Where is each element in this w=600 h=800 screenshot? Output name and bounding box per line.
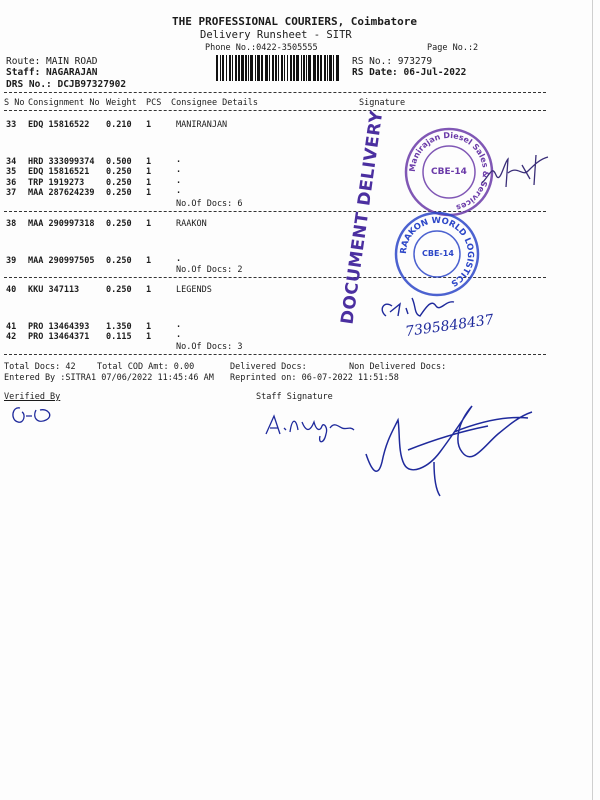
group-doc-count: No.Of Docs: 2 (176, 265, 243, 275)
row-consignee: . (176, 186, 182, 196)
row-pcs: 1 (146, 256, 152, 266)
row-pcs: 1 (146, 285, 152, 295)
handwritten-phone-note: 7395848437 (404, 311, 495, 341)
page-number: Page No.:2 (427, 43, 479, 53)
barcode-bar (232, 55, 233, 81)
route-label: Route: MAIN ROAD (6, 56, 98, 67)
barcode-bar (301, 55, 302, 81)
row-weight: 0.250 (106, 188, 132, 198)
table-rule-bottom (4, 354, 546, 355)
row-consignee: . (176, 155, 182, 165)
diesel-stamp-code: CBE-14 (431, 167, 467, 177)
barcode-bar (245, 55, 247, 81)
barcode-bar (278, 55, 279, 81)
row-weight: 0.210 (106, 120, 132, 130)
barcode-bar (329, 55, 332, 81)
barcode-bar (269, 55, 270, 81)
group-doc-count: No.Of Docs: 3 (176, 342, 243, 352)
row-pcs: 1 (146, 120, 152, 130)
entered-by: Entered By :SITRA1 07/06/2022 11:45:46 AM (4, 373, 214, 383)
row-pcs: 1 (146, 188, 152, 198)
row-pcs: 1 (146, 178, 152, 188)
row-sno: 37 (6, 188, 17, 198)
barcode-bar (296, 55, 299, 81)
row-consignment: MAA 290997318 (28, 219, 95, 229)
barcode-bar (238, 55, 240, 81)
verified-by-label: Verified By (4, 392, 61, 402)
row-consignee: . (176, 254, 182, 264)
barcode-bar (222, 55, 224, 81)
col-weight: Weight (106, 98, 137, 108)
barcode-bar (320, 55, 322, 81)
row-consignment: HRD 333099374 (28, 157, 95, 167)
row-consignee: . (176, 330, 182, 340)
row-consignment: MAA 287624239 (28, 188, 95, 198)
barcode-bar (275, 55, 277, 81)
header-rule-top (4, 92, 546, 93)
row-weight: 0.250 (106, 285, 132, 295)
staff-signature (258, 392, 538, 502)
barcode-bar (241, 55, 244, 81)
barcode-bar (327, 55, 328, 81)
barcode-bar (265, 55, 268, 81)
barcode-bar (313, 55, 316, 81)
row-consignment: KKU 347113 (28, 285, 80, 295)
row-pcs: 1 (146, 332, 152, 342)
barcode-bar (290, 55, 292, 81)
row-consignment: PRO 13464371 (28, 332, 90, 342)
row-sno: 40 (6, 285, 17, 295)
row-pcs: 1 (146, 157, 152, 167)
handwritten-signature-row33 (478, 145, 558, 195)
row-consignee: . (176, 320, 182, 330)
barcode-bar (333, 55, 334, 81)
row-sno: 38 (6, 219, 17, 229)
document-delivery-stamp: DOCUMENT DELIVERY (337, 109, 388, 326)
phone-number: Phone No.:0422-3505555 (205, 43, 318, 53)
barcode-bar (229, 55, 231, 81)
barcode-bar (303, 55, 305, 81)
barcode-bar (248, 55, 249, 81)
row-sno: 33 (6, 120, 17, 130)
barcode-bar (235, 55, 237, 81)
row-consignment: TRP 1919273 (28, 178, 85, 188)
staff-signature-label: Staff Signature (256, 392, 333, 402)
row-weight: 0.250 (106, 219, 132, 229)
row-consignment: EDQ 15816522 (28, 120, 90, 130)
row-weight: 0.500 (106, 157, 132, 167)
runsheet-subtitle: Delivery Runsheet - SITR (200, 29, 352, 41)
row-pcs: 1 (146, 167, 152, 177)
barcode-bar (324, 55, 326, 81)
row-weight: 1.350 (106, 322, 132, 332)
barcode-bar (220, 55, 221, 81)
raakon-stamp-ring-text: RAAKON WORLD LOGISTICS (398, 215, 476, 289)
verified-by-signature (8, 400, 58, 430)
row-weight: 0.250 (106, 178, 132, 188)
barcode-bar (293, 55, 295, 81)
col-sno: S No (4, 98, 25, 108)
raakon-stamp (394, 211, 480, 297)
row-sno: 36 (6, 178, 17, 188)
total-docs: Total Docs: 42 (4, 362, 76, 372)
barcode-bar (308, 55, 311, 81)
col-consignment: Consignment No (28, 98, 100, 108)
header-rule-bottom (4, 110, 546, 111)
delivered-docs: Delivered Docs: (230, 362, 307, 372)
barcode-bar (281, 55, 283, 81)
company-name: THE PROFESSIONAL COURIERS, Coimbatore (172, 15, 418, 28)
row-sno: 35 (6, 167, 17, 177)
col-pcs: PCS (146, 98, 162, 108)
row-consignment: PRO 13464393 (28, 322, 90, 332)
page-edge (592, 0, 593, 800)
barcode (216, 55, 340, 81)
barcode-bar (226, 55, 227, 81)
reprinted-on: Reprinted on: 06-07-2022 11:51:58 (230, 373, 399, 383)
row-consignment: MAA 290997505 (28, 256, 95, 266)
row-weight: 0.115 (106, 332, 132, 342)
row-consignee: MANIRANJAN (176, 120, 228, 130)
barcode-bar (250, 55, 253, 81)
row-consignment: EDQ 15816521 (28, 167, 90, 177)
barcode-bar (287, 55, 288, 81)
barcode-bar (306, 55, 307, 81)
barcode-bar (257, 55, 260, 81)
rs-number: RS No.: 973279 (352, 56, 433, 67)
row-sno: 42 (6, 332, 17, 342)
drs-number: DRS No.: DCJB97327902 (6, 79, 127, 90)
row-consignee: LEGENDS (176, 285, 212, 295)
barcode-bar (261, 55, 263, 81)
row-weight: 0.250 (106, 167, 132, 177)
staff-label: Staff: NAGARAJAN (6, 67, 98, 78)
row-consignee: . (176, 165, 182, 175)
group-doc-count: No.Of Docs: 6 (176, 199, 243, 209)
row-sno: 39 (6, 256, 17, 266)
row-sno: 34 (6, 157, 17, 167)
barcode-bar (255, 55, 256, 81)
barcode-bar (284, 55, 285, 81)
total-cod: Total COD Amt: 0.00 (97, 362, 195, 372)
diesel-stamp-ring-text: Manirajan Diesel Sales & Services (407, 130, 491, 213)
barcode-bar (336, 55, 339, 81)
row-consignee: RAAKON (176, 219, 207, 229)
barcode-bar (317, 55, 319, 81)
row-pcs: 1 (146, 322, 152, 332)
rs-date: RS Date: 06-Jul-2022 (352, 67, 467, 78)
row-consignee: . (176, 176, 182, 186)
row-sno: 41 (6, 322, 17, 332)
non-delivered-docs: Non Delivered Docs: (349, 362, 447, 372)
row-weight: 0.250 (106, 256, 132, 266)
barcode-bar (216, 55, 218, 81)
barcode-bar (272, 55, 274, 81)
row-pcs: 1 (146, 219, 152, 229)
col-consignee: Consignee Details (171, 98, 258, 108)
col-signature: Signature (359, 98, 406, 108)
raakon-stamp-code: CBE-14 (422, 249, 454, 258)
